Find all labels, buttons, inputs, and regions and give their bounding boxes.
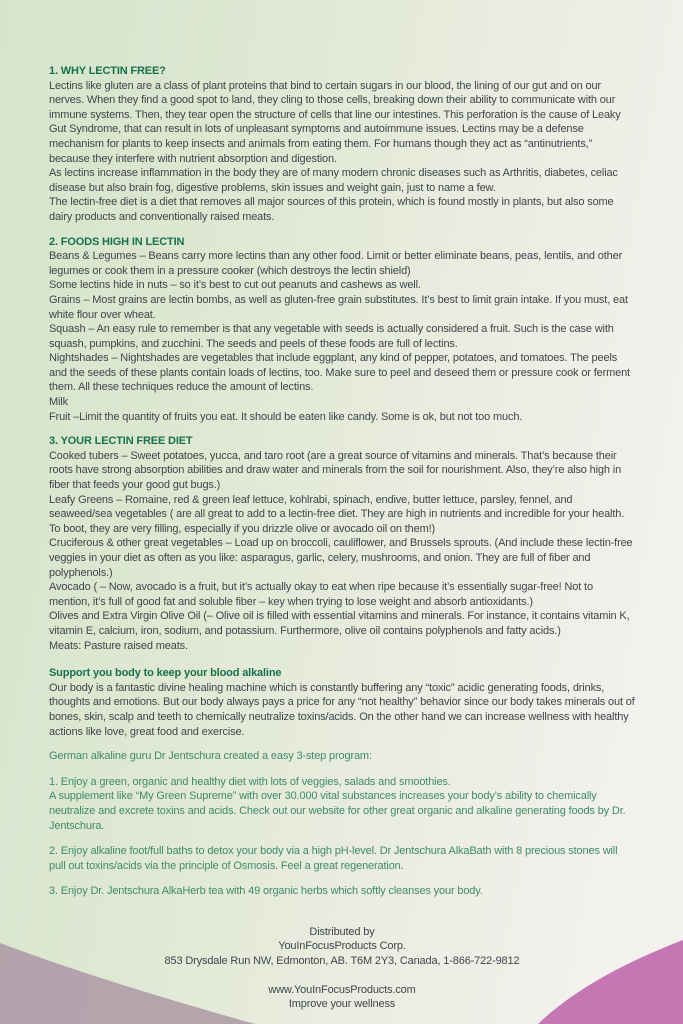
paragraph: Lectins like gluten are a class of plant proteins that bind to certain sugars in our blood, the lining of our gut and on our nerves. When they find a good spot to land, they cling to those cells, breaking down their ability to communicate with our immune systems. Then, they tear open the structure of cells that line our intestines. This perforation is the cause of Leaky Gut Syndrome, that can result in lots of unpleasant symptoms and autoimmune issues. Lectins may be a defense mechanism for plants to keep insects and animals from eating them. For humans though they act as “antinutrients,” because they interfere with nutrient absorption and digestion.	[49, 79, 621, 165]
paragraph: Leafy Greens – Romaine, red & green leaf lettuce, kohlrabi, spinach, endive, butter lettuce, parsley, fennel, and seaweed/sea vegetables ( are all great to add to a lectin-free diet. They are high in nutrients and incredible for your health. To boot, they are very filling, especially if you drizzle olive or avocado oil on them!)	[49, 493, 625, 535]
section-2-heading: 2. FOODS HIGH IN LECTIN	[49, 235, 185, 248]
footer-distributed-by: Distributed by	[309, 925, 375, 938]
paragraph: The lectin-free diet is a diet that removes all major sources of this protein, which is found mostly in plants, but also some dairy products and conventionally raised meats.	[49, 196, 614, 223]
section-blood-alkaline	[49, 666, 635, 739]
paragraph: Cooked tubers – Sweet potatoes, yucca, and taro root (are a great source of vitamins and minerals. That’s because their roots have strong absorption abilities and draw water and minerals from the soil for nourishment. Also, they’re also high in fiber that feeds your good gut bugs.)	[49, 449, 622, 492]
paragraph: Our body is a fantastic divine healing machine which is constantly buffering any “toxic” acidic generating foods, drinks, thoughts and emotions. But our body always pays a price for any “not healthy” behavior since our body takes minerals out of bones, skin, scalp and teeth to chemically neutralize toxins/acids. On the other hand we can increase wellness with healthy actions like love, great food and exercise.	[49, 681, 635, 738]
section-1-heading: 1. WHY LECTIN FREE?	[49, 65, 166, 77]
section-3-heading: 3. YOUR LECTIN FREE DIET	[49, 435, 193, 448]
program-intro: German alkaline guru Dr Jentschura created a easy 3-step program:	[49, 750, 372, 763]
paragraph: Avocado ( – Now, avocado is a fruit, but it’s actually okay to eat when ripe because it’s essentially sugar-free! Not to mention, it’s full of good fat and soluble fiber – key when trying to lose weight and absorb antioxidants.)	[49, 581, 593, 608]
section-lectin-free-diet	[49, 434, 635, 653]
footer-company-name: YouInFocusProducts Corp.	[278, 940, 406, 953]
paragraph: Squash – An easy rule to remember is that any vegetable with seeds is actually considered a fruit. Such is the case with squash, pumpkins, and zucchini. The seeds and peels of these foods are full of lectins.	[49, 323, 614, 350]
flyer-content	[49, 64, 635, 1012]
footer-website: www.YouInFocusProducts.com	[268, 983, 416, 996]
paragraph: As lectins increase inflammation in the body they are of many modern chronic diseases such as Arthritis, diabetes, celiac disease but also brain fog, digestive problems, skin issues and weight gain, just to name a few.	[49, 167, 618, 194]
paragraph: Some lectins hide in nuts – so it’s best to cut out peanuts and cashews as well.	[49, 279, 421, 292]
program-step-3: 3. Enjoy Dr. Jentschura AlkaHerb tea with 49 organic herbs which softly cleanses your body.	[49, 885, 483, 898]
footer-tagline: Improve your wellness	[288, 998, 396, 1011]
program-step-1: 1. Enjoy a green, organic and healthy diet with lots of veggies, salads and smoothies.	[49, 775, 451, 788]
paragraph: Meats: Pasture raised meats.	[49, 639, 188, 652]
paragraph: Nightshades – Nightshades are vegetables that include eggplant, any kind of pepper, potatoes, and tomatoes. The peels and the seeds of these plants contain loads of lectins, too. Make sure to peel and deseed them or pressure cook or ferment them. All these techniques reduce the amount of lectins.	[49, 352, 630, 394]
program-step-2: 2. Enjoy alkaline foot/full baths to detox your body via a high pH-level. Dr Jentschura AlkaBath with 8 precious stones will pull out toxins/acids via the principle of Osmosis. Feel a great regeneration.	[49, 845, 618, 872]
paragraph: Fruit –Limit the quantity of fruits you eat. It should be eaten like candy. Some is ok, but not too much.	[49, 410, 523, 423]
paragraph: Grains – Most grains are lectin bombs, as well as gluten-free grain substitutes. It’s best to limit grain intake. If you must, eat white flour over wheat.	[49, 293, 628, 321]
section-why-lectin-free	[49, 64, 635, 225]
section-alkaline-heading: Support you body to keep your blood alkaline	[49, 667, 282, 680]
paragraph: Cruciferous & other great vegetables – Load up on broccoli, cauliflower, and Brussels sprouts. (And include these lectin-free veggies in your diet as often as you like: asparagus, garlic, celery, mushrooms, and onion. They are full of fiber and polyphenols.)	[49, 537, 633, 579]
footer	[49, 925, 635, 1012]
paragraph: Olives and Extra Virgin Olive Oil (– Olive oil is filled with essential vitamins and minerals. For instance, it contains vitamin K, vitamin E, calcium, iron, sodium, and potassium. Furthermore, olive oil contains polyphenols and fatty acids.)	[49, 610, 630, 637]
paragraph: Beans & Legumes – Beans carry more lectins than any other food. Limit or better eliminate beans, peas, lentils, and other legumes or cook them in a pressure cooker (which destroys the lectin shield)	[49, 250, 623, 277]
paragraph: Milk	[49, 396, 68, 409]
footer-address-phone: 853 Drysdale Run NW, Edmonton, AB. T6M 2Y3, Canada, 1-866-722-9812	[164, 955, 520, 968]
section-foods-high-in-lectin	[49, 235, 635, 425]
program-step-1-detail: A supplement like “My Green Supreme” with over 30.000 vital substances increases your body’s ability to chemically neutralize and excrete toxins and acids. Check out our website for other great organic and alkaline generating foods by Dr. Jentschura.	[49, 790, 626, 832]
section-three-step-program	[49, 749, 635, 899]
